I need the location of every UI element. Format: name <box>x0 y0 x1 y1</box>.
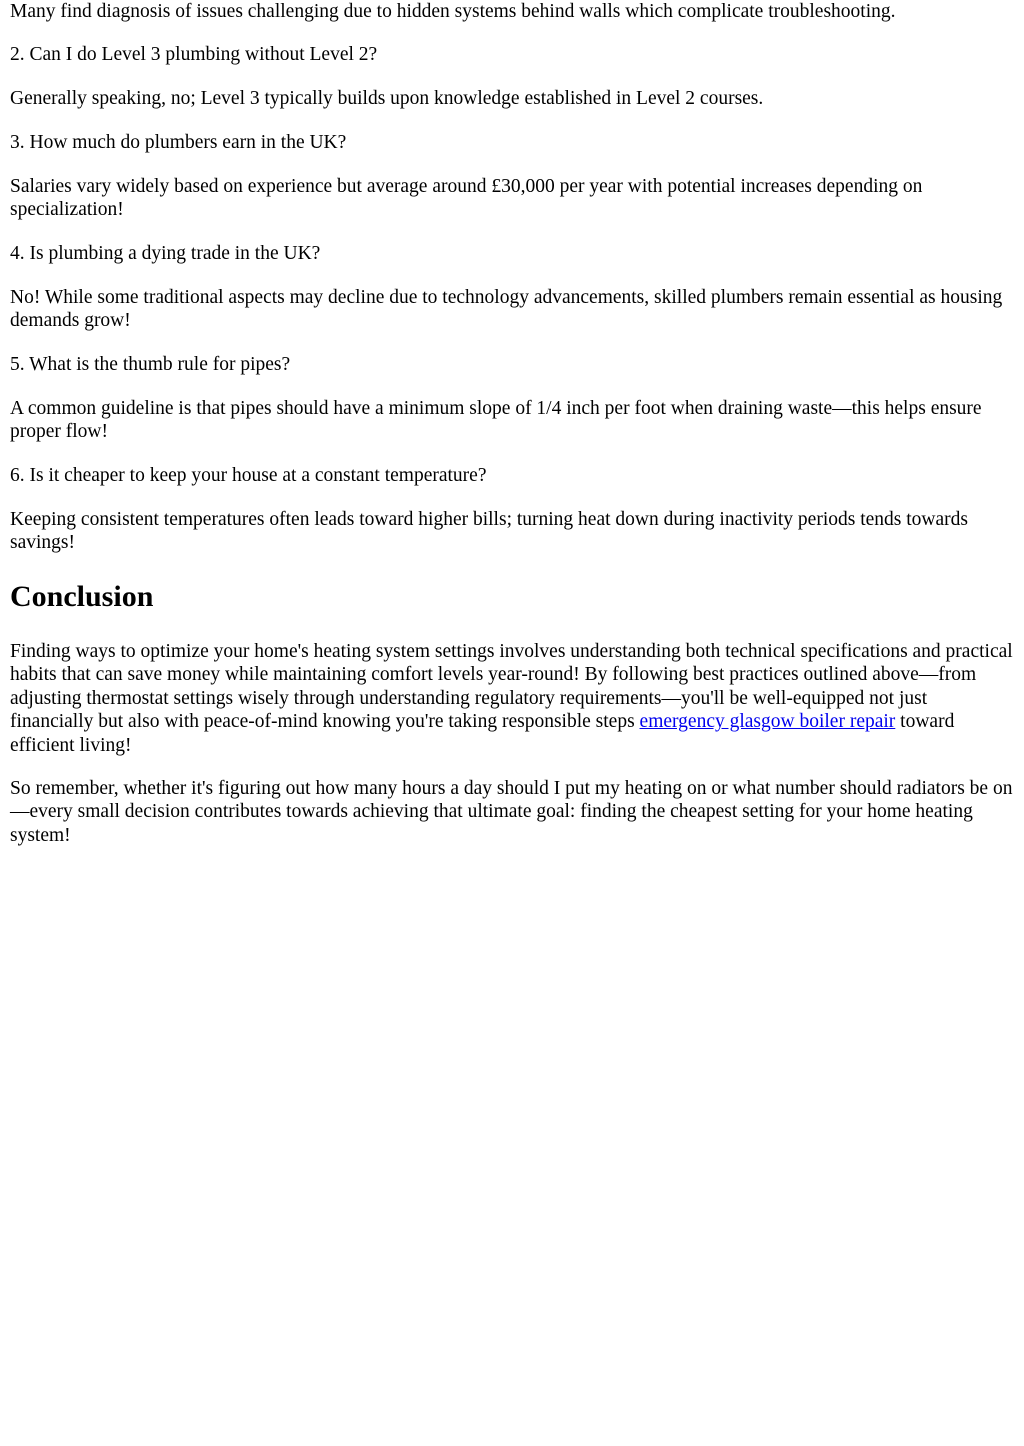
faq-question-2: 2. Can I do Level 3 plumbing without Level 2? <box>10 44 378 65</box>
faq-question-3: 3. How much do plumbers earn in the UK? <box>10 132 347 153</box>
faq-answer-3: Salaries vary widely based on experience but average around £30,000 per year with potential increases depending on specialization! <box>10 176 923 221</box>
conclusion-heading: Conclusion <box>10 580 154 613</box>
faq-answer-2: Generally speaking, no; Level 3 typically builds upon knowledge established in Level 2 courses. <box>10 88 764 109</box>
conclusion-text-before-link: Finding ways to optimize your home's heating system settings involves understanding both technical specifications and practical habits that can save money while maintaining comfort levels year-round! By following best practices outlined above—from adjusting thermostat settings wisely through understanding regulatory requirements—you'll be well-equipped not just financially but also with peace-of-mind knowing you're taking responsible steps <box>10 641 1013 733</box>
intro-fragment: Many find diagnosis of issues challenging due to hidden systems behind walls which complicate troubleshooting. <box>10 1 896 22</box>
faq-question-6: 6. Is it cheaper to keep your house at a constant temperature? <box>10 465 487 486</box>
faq-answer-5: A common guideline is that pipes should have a minimum slope of 1/4 inch per foot when draining waste—this helps ensure proper flow! <box>10 398 982 443</box>
conclusion-paragraph-1 <box>10 640 1014 757</box>
conclusion-paragraph-2: So remember, whether it's figuring out how many hours a day should I put my heating on or what number should radiators be on—every small decision contributes towards achieving that ultimate goal: finding the cheapest setting for your home heating system! <box>10 778 1013 846</box>
faq-question-5: 5. What is the thumb rule for pipes? <box>10 354 291 375</box>
conclusion-text-after-link: toward efficient living! <box>10 711 955 756</box>
faq-answer-6: Keeping consistent temperatures often leads toward higher bills; turning heat down during inactivity periods tends towards savings! <box>10 509 968 554</box>
emergency-boiler-repair-link[interactable]: emergency glasgow boiler repair <box>639 711 896 733</box>
faq-question-4: 4. Is plumbing a dying trade in the UK? <box>10 243 321 264</box>
faq-answer-4: No! While some traditional aspects may decline due to technology advancements, skilled plumbers remain essential as housing demands grow! <box>10 287 1003 332</box>
